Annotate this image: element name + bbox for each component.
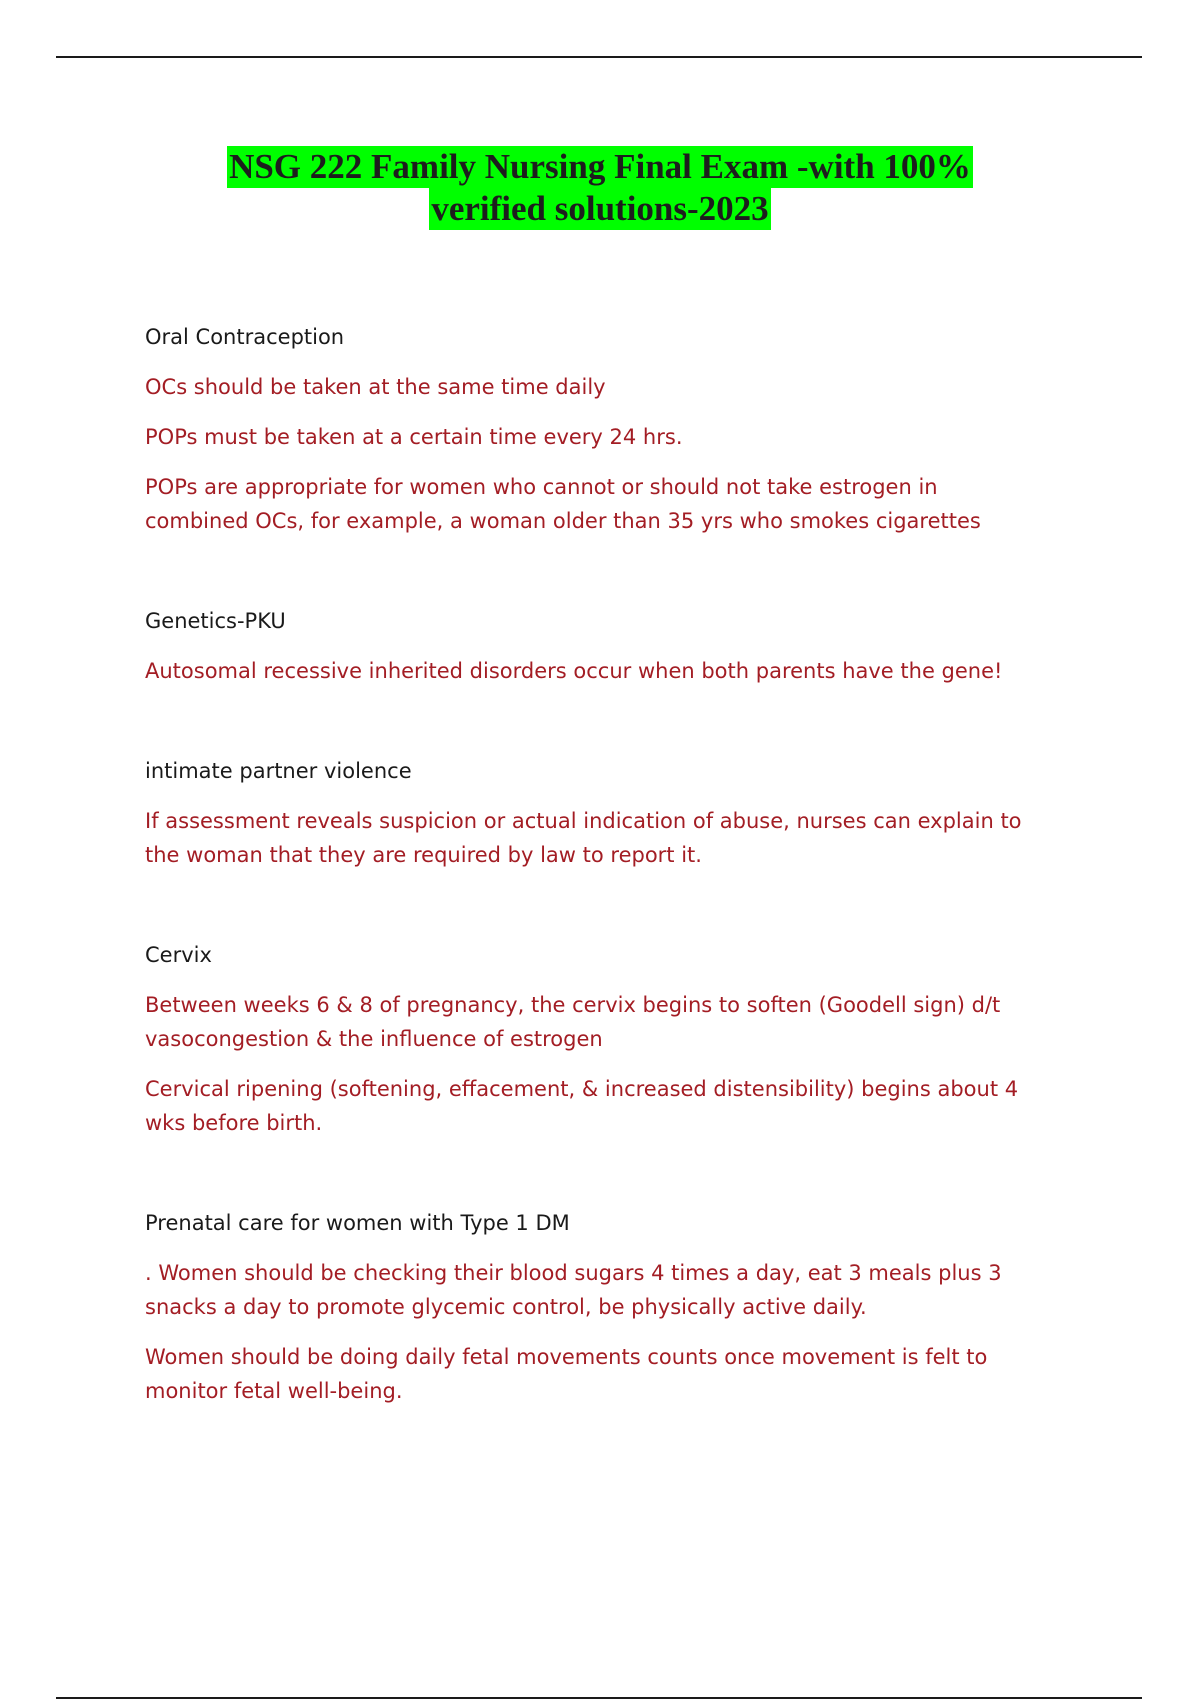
section-heading: Prenatal care for women with Type 1 DM [145,1211,570,1235]
answer-text: Women should be doing daily fetal movements counts once movement is felt to monitor fetal well-being. [145,1345,988,1403]
section-oral-contraception [145,320,1045,538]
section-prenatal-care-type1-dm [145,1206,1045,1408]
section-heading: Oral Contraception [145,325,345,349]
title-line-1: NSG 222 Family Nursing Final Exam -with 100% [229,147,971,186]
title-line-2: verified solutions-2023 [431,189,769,228]
section-heading: intimate partner violence [145,759,412,783]
footer-rule [56,1697,1142,1699]
section-cervix [145,938,1045,1140]
section-intimate-partner-violence [145,754,1045,872]
answer-text: Autosomal recessive inherited disorders occur when both parents have the gene! [145,659,1003,683]
header-rule [56,56,1142,58]
answer-text: Cervical ripening (softening, effacement, & increased distensibility) begins about 4 wks before birth. [145,1077,1019,1135]
section-heading: Genetics-PKU [145,609,286,633]
document-title [0,146,1200,230]
section-heading: Cervix [145,943,212,967]
section-genetics-pku [145,604,1045,688]
answer-text: Between weeks 6 & 8 of pregnancy, the cervix begins to soften (Goodell sign) d/t vasocongestion & the influence of estrogen [145,993,1001,1051]
answer-text: . Women should be checking their blood sugars 4 times a day, eat 3 meals plus 3 snacks a day to promote glycemic control, be physically active daily. [145,1261,1002,1319]
answer-text: POPs must be taken at a certain time every 24 hrs. [145,425,683,449]
answer-text: If assessment reveals suspicion or actual indication of abuse, nurses can explain to the woman that they are required by law to report it. [145,809,1022,867]
document-body [145,320,1045,1474]
answer-text: OCs should be taken at the same time daily [145,375,606,399]
answer-text: POPs are appropriate for women who cannot or should not take estrogen in combined OCs, for example, a woman older than 35 yrs who smokes cigarettes [145,475,981,533]
